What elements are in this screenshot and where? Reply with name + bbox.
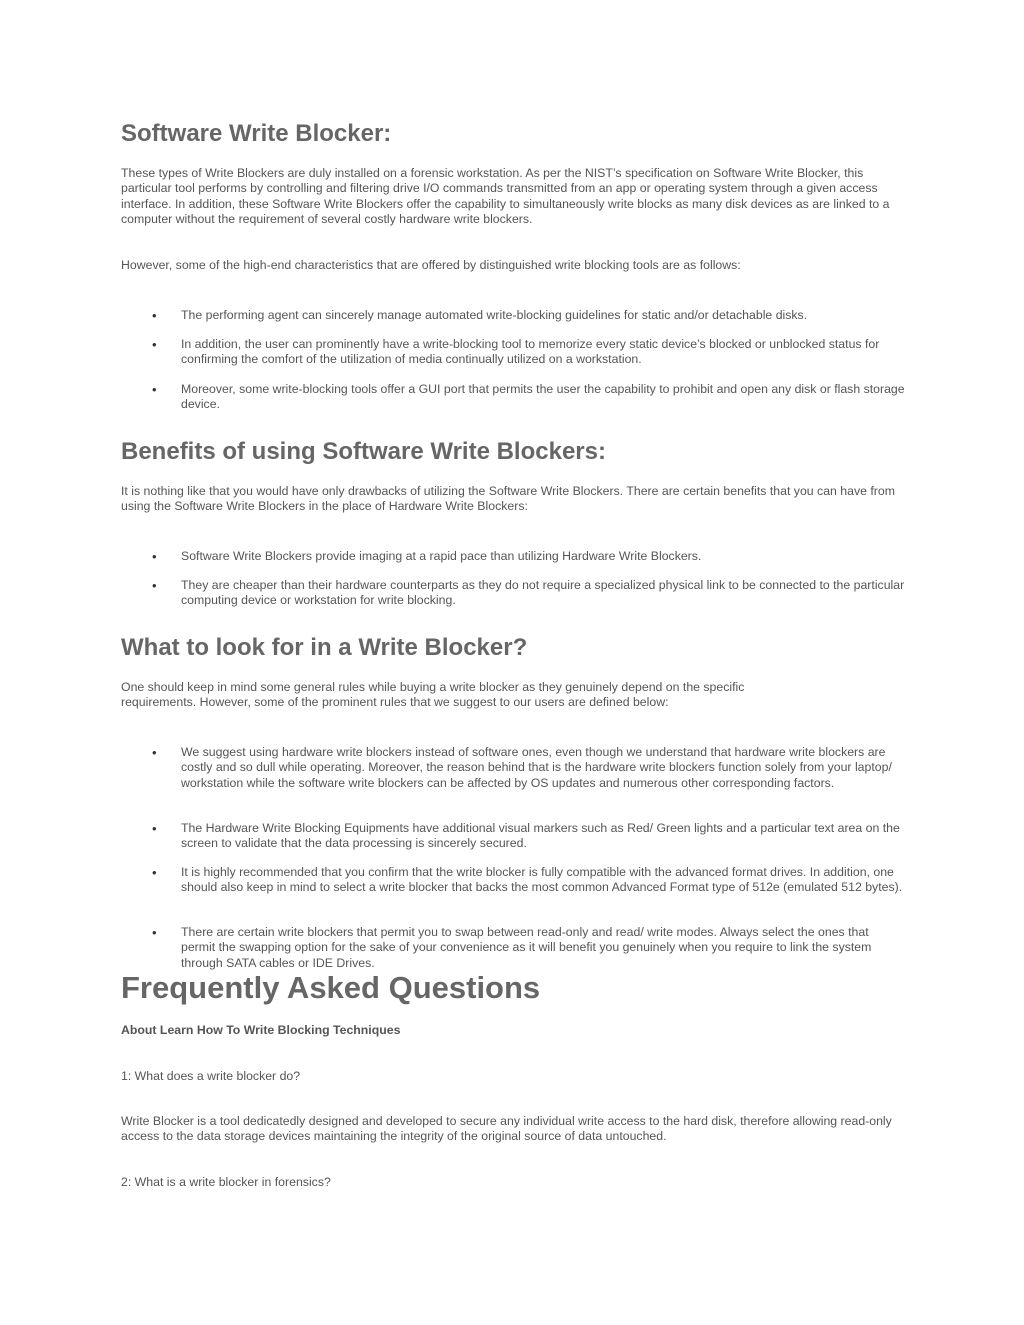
section-body — [121, 484, 906, 515]
faq-answer: Write Blocker is a tool dedicatedly designed and developed to secure any individual write access to the hard disk, therefore allowing read-only access to the data storage devices maintaining the integrity of the original source of data untouched. — [121, 1114, 892, 1144]
list-item-text: It is highly recommended that you confirm that the write blocker is fully compatible with the advanced format drives. In addition, one should also keep in mind to select a write blocker that backs the most common Advanced Format type of 512e (emulated 512 bytes). — [181, 865, 903, 895]
faq-question: 1: What does a write blocker do? — [121, 1069, 301, 1083]
bullet-icon: • — [152, 382, 157, 397]
section-heading: Software Write Blocker: — [121, 120, 392, 147]
list-item-text: Moreover, some write-blocking tools offer a GUI port that permits the user the capability to prohibit and open any disk or flash storage device. — [181, 382, 905, 412]
bullet-icon: • — [152, 308, 157, 323]
list-item-text: Software Write Blockers provide imaging at a rapid pace than utilizing Hardware Write Blockers. — [181, 549, 702, 563]
section-faq — [121, 970, 906, 1006]
list-item-text: The performing agent can sincerely manage automated write-blocking guidelines for static and/or detachable disks. — [181, 308, 808, 322]
section-heading: Benefits of using Software Write Blockers: — [121, 438, 606, 465]
faq-question-block — [121, 1069, 906, 1084]
faq-answer-block — [121, 1114, 906, 1145]
paragraph: However, some of the high-end characteristics that are offered by distinguished write blocking tools are as follows: — [121, 258, 741, 272]
bullet-icon: • — [152, 337, 157, 352]
bullet-icon: • — [152, 745, 157, 760]
paragraph: One should keep in mind some general rules while buying a write blocker as they genuinely depend on the specific requirements. However, some of the prominent rules that we suggest to our users are defined below: — [121, 680, 745, 710]
list-item-text: They are cheaper than their hardware counterparts as they do not require a specialized physical link to be connected to the particular computing device or workstation for write blocking. — [181, 578, 905, 608]
bullet-icon: • — [152, 578, 157, 593]
section-body — [121, 258, 906, 273]
faq-subheading-block — [121, 1023, 906, 1038]
section-what-to-look-for — [121, 634, 906, 662]
section-body — [121, 166, 906, 228]
bullet-icon: • — [152, 925, 157, 940]
section-benefits — [121, 438, 906, 466]
faq-heading: Frequently Asked Questions — [121, 970, 541, 1005]
list-item-text: We suggest using hardware write blockers instead of software ones, even though we understand that hardware write blockers are costly and so dull while operating. Moreover, the reason behind that is the hardware write blockers function solely from your laptop/ workstation while the software write blockers can be affected by OS updates and numerous other corresponding factors. — [181, 745, 892, 790]
faq-subheading: About Learn How To Write Blocking Techniques — [121, 1023, 401, 1037]
section-software-write-blocker — [121, 120, 906, 148]
section-heading: What to look for in a Write Blocker? — [121, 634, 528, 661]
paragraph: It is nothing like that you would have only drawbacks of utilizing the Software Write Blockers. There are certain benefits that you can have from using the Software Write Blockers in the place of Hardware Write Blockers: — [121, 484, 895, 514]
list-item-text: In addition, the user can prominently have a write-blocking tool to memorize every static device’s blocked or unblocked status for confirming the comfort of the utilization of media continually utilized on a workstation. — [181, 337, 880, 367]
paragraph: These types of Write Blockers are duly installed on a forensic workstation. As per the NIST’s specification on Software Write Blocker, this particular tool performs by controlling and filtering drive I/O commands transmitted from an app or operating system through a given access interface. In addition, these Software Write Blockers offer the capability to simultaneously write blocks as many disk devices as are linked to a computer without the requirement of several costly hardware write blockers. — [121, 166, 890, 227]
list-item-text: The Hardware Write Blocking Equipments have additional visual markers such as Red/ Green lights and a particular text area on the screen to validate that the data processing is sincerely secured. — [181, 821, 900, 851]
bullet-icon: • — [152, 821, 157, 836]
section-body — [121, 680, 906, 711]
faq-question: 2: What is a write blocker in forensics? — [121, 1175, 331, 1189]
bullet-icon: • — [152, 549, 157, 564]
bullet-icon: • — [152, 865, 157, 880]
list-item-text: There are certain write blockers that permit you to swap between read-only and read/ write modes. Always select the ones that permit the swapping option for the sake of your convenience as it will benefit you genuinely when you require to link the system through SATA cables or IDE Drives. — [181, 925, 872, 970]
faq-question-block — [121, 1175, 906, 1190]
